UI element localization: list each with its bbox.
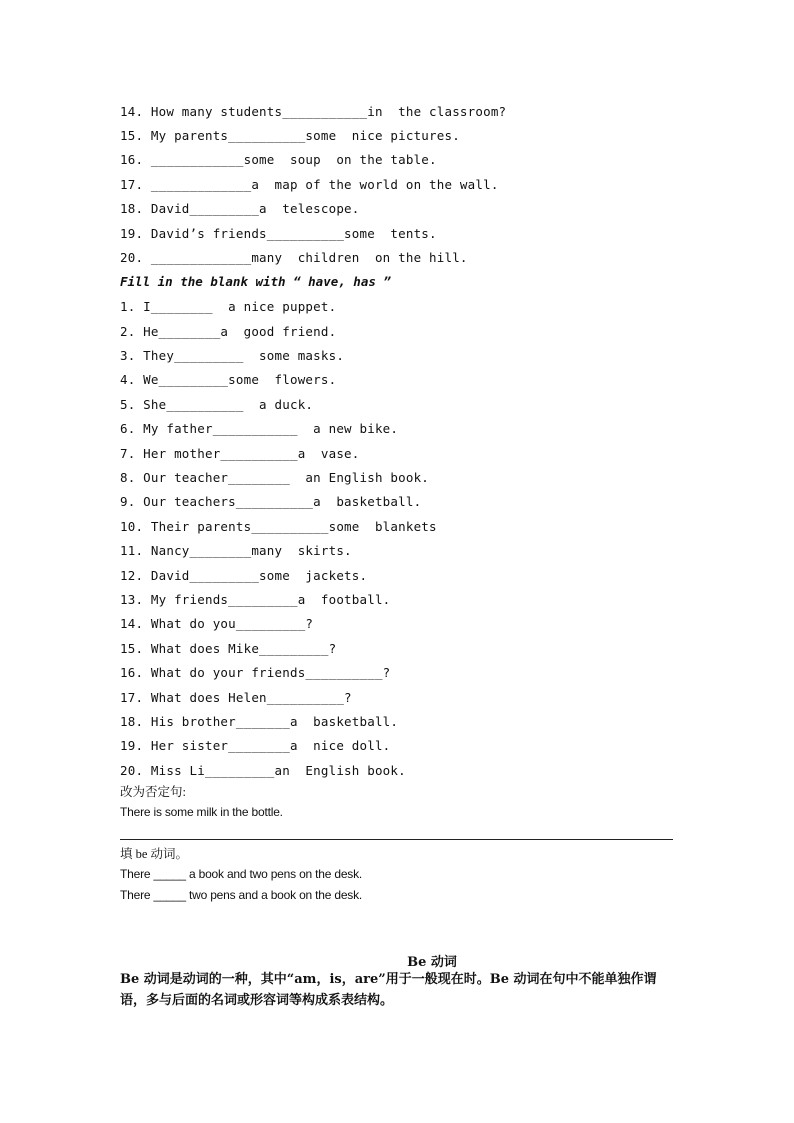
- exercise-item: There _____ a book and two pens on the desk.: [120, 867, 363, 881]
- exercise-item: 7. Her mother__________a vase.: [120, 446, 360, 461]
- exercise-item: There _____ two pens and a book on the desk.: [120, 888, 363, 902]
- exercise-item: 9. Our teachers__________a basketball.: [120, 494, 422, 509]
- exercise-item: 6. My father___________ a new bike.: [120, 421, 399, 436]
- exercise-item: 15. What does Mike_________?: [120, 641, 337, 656]
- section-heading-negative: 改为否定句:: [120, 785, 186, 799]
- section-title-be-verb: Be 动词: [407, 955, 457, 970]
- exercise-item: 16. What do your friends__________?: [120, 665, 391, 680]
- exercise-item: 13. My friends_________a football.: [120, 592, 391, 607]
- section-heading-have-has: Fill in the blank with “ have, has ”: [120, 274, 391, 289]
- exercise-item: 12. David_________some jackets.: [120, 568, 368, 583]
- exercise-item: 1. I________ a nice puppet.: [120, 299, 337, 314]
- exercise-item: 10. Their parents__________some blankets: [120, 519, 437, 534]
- exercise-item: 4. We_________some flowers.: [120, 372, 337, 387]
- exercise-item: 19. David’s friends__________some tents.: [120, 226, 437, 241]
- exercise-item: 18. David_________a telescope.: [120, 201, 360, 216]
- exercise-item: 2. He________a good friend.: [120, 324, 337, 339]
- exercise-item: 14. How many students___________in the classroom?: [120, 104, 507, 119]
- section-heading-be-verb: 填 be 动词。: [120, 847, 189, 861]
- exercise-item: 20. Miss Li_________an English book.: [120, 763, 406, 778]
- exercise-item: 5. She__________ a duck.: [120, 397, 314, 412]
- exercise-item: 20. _____________many children on the hill.: [120, 250, 468, 265]
- be-verb-paragraph: Be 动词是动词的一种，其中“am，is，are”用于一般现在时。Be 动词在句中不能单独作谓语，多与后面的名词或形容词等构成系表结构。: [120, 972, 657, 1008]
- exercise-item: 17. _____________a map of the world on the wall.: [120, 177, 499, 192]
- exercise-item: 16. ____________some soup on the table.: [120, 152, 437, 167]
- exercise-item: 8. Our teacher________ an English book.: [120, 470, 430, 485]
- answer-line: [120, 839, 673, 840]
- exercise-item: 15. My parents__________some nice pictures.: [120, 128, 460, 143]
- exercise-item: 14. What do you_________?: [120, 616, 314, 631]
- exercise-item: 17. What does Helen__________?: [120, 690, 352, 705]
- exercise-item: 19. Her sister________a nice doll.: [120, 738, 391, 753]
- exercise-item: 18. His brother_______a basketball.: [120, 714, 399, 729]
- exercise-item: 11. Nancy________many skirts.: [120, 543, 352, 558]
- negative-sentence: There is some milk in the bottle.: [120, 805, 283, 819]
- exercise-item: 3. They_________ some masks.: [120, 348, 345, 363]
